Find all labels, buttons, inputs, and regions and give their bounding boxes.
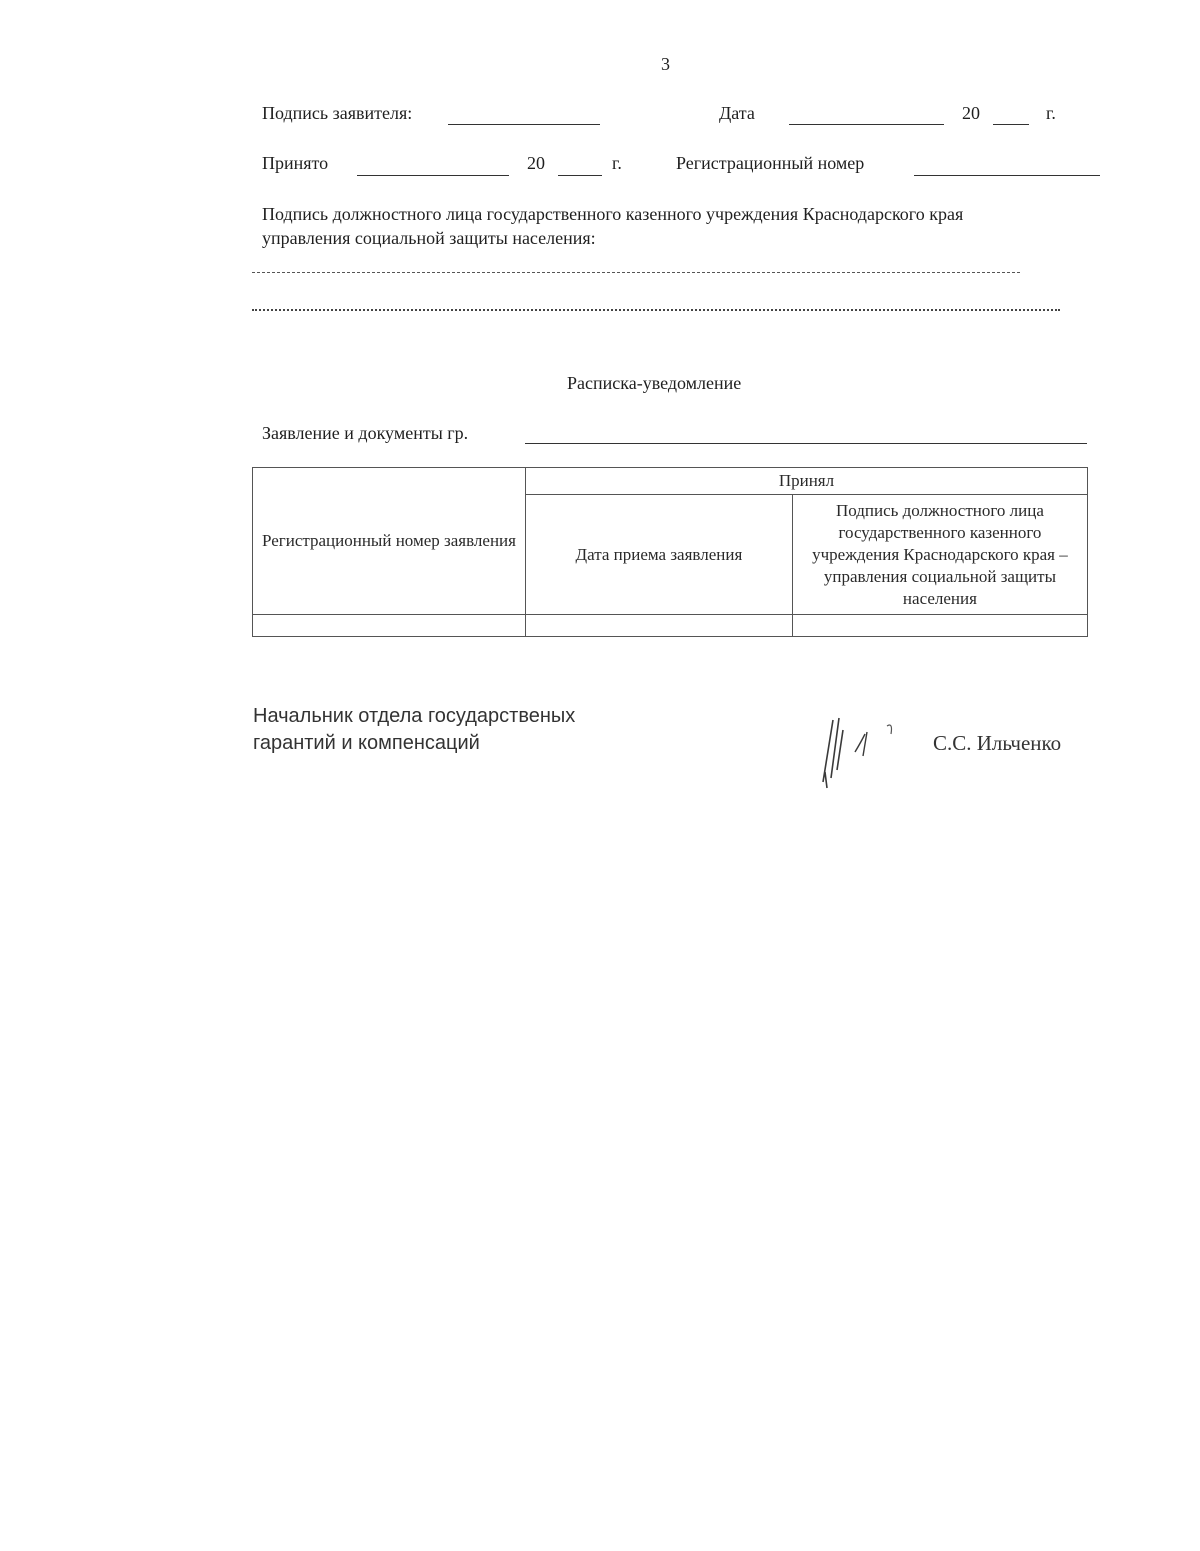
accepted-year-blank bbox=[558, 175, 602, 176]
col-reg-number-header: Регистрационный номер заявления bbox=[253, 468, 526, 615]
position-line2: гарантий и компенсаций bbox=[253, 732, 480, 754]
date-label: Дата bbox=[719, 103, 755, 123]
statement-name-blank bbox=[525, 443, 1087, 444]
official-signature-blank-2 bbox=[252, 309, 1060, 311]
date-year-prefix: 20 bbox=[962, 103, 980, 123]
official-signature-line1: Подпись должностного лица государственного казенного учреждения Краснодарского края bbox=[262, 204, 964, 224]
accepted-label: Принято bbox=[262, 153, 329, 173]
accepted-day-blank bbox=[357, 175, 509, 176]
receipt-table bbox=[252, 467, 1088, 637]
receipt-title: Расписка-уведомление bbox=[567, 373, 742, 393]
table-cell-date bbox=[525, 615, 792, 637]
statement-label: Заявление и документы гр. bbox=[262, 423, 469, 443]
accepted-year-suffix: г. bbox=[612, 153, 622, 173]
position-line1: Начальник отдела государственых bbox=[253, 705, 576, 727]
table-cell-signature bbox=[792, 615, 1087, 637]
applicant-signature-label: Подпись заявителя: bbox=[262, 103, 413, 123]
date-year-blank bbox=[993, 124, 1029, 125]
table-cell-reg-number bbox=[253, 615, 526, 637]
reg-number-label: Регистрационный номер bbox=[676, 153, 865, 173]
accepted-year-prefix: 20 bbox=[527, 153, 545, 173]
col-date-header: Дата приема заявления bbox=[525, 495, 792, 615]
signature-scribble bbox=[815, 712, 895, 792]
date-year-suffix: г. bbox=[1046, 103, 1056, 123]
official-signature-blank-1 bbox=[252, 272, 1020, 273]
reg-number-blank bbox=[914, 175, 1100, 176]
col-official-signature-header: Подпись должностного лица государственного казенного учреждения Краснодарского края – управления социальной защиты населения bbox=[792, 495, 1087, 615]
signatory-name: С.С. Ильченко bbox=[933, 731, 1062, 755]
official-signature-line2: управления социальной защиты населения: bbox=[262, 228, 596, 248]
group-header-accepted: Принял bbox=[525, 468, 1087, 495]
date-blank bbox=[789, 124, 944, 125]
page-number: 3 bbox=[661, 54, 670, 74]
applicant-signature-blank bbox=[448, 124, 600, 125]
